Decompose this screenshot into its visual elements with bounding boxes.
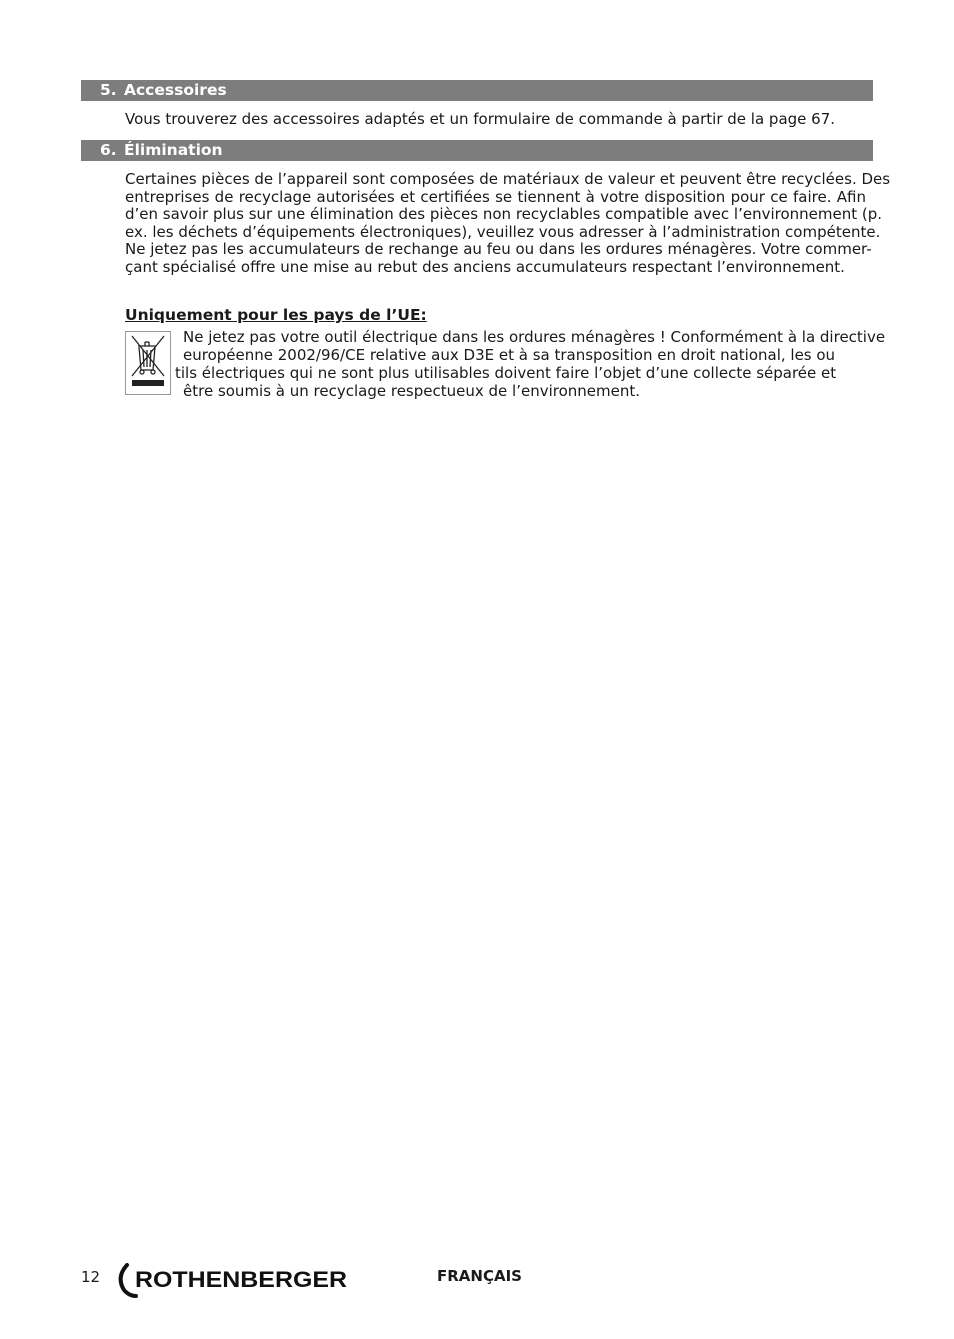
paragraph-line: Certaines pièces de l’appareil sont composées de matériaux de valeur et peuvent être recyclées. Des [125, 170, 891, 188]
paragraph-line: çant spécialisé offre une mise au rebut des anciens accumulateurs respectant l’environnement. [125, 257, 845, 276]
section-title: Élimination [124, 141, 223, 159]
page-number: 12 [81, 1268, 101, 1286]
footer-language: FRANÇAIS [437, 1267, 522, 1285]
eu-paragraph-line-3: tils électriques qui ne sont plus utilisables doivent faire l’objet d’une collecte séparée et [175, 364, 837, 382]
paragraph-line: ex. les déchets d’équipements électroniques), veuillez vous adresser à l’administration compétente. [125, 222, 881, 241]
section-header-accessories [81, 80, 873, 101]
eu-paragraph-line-4: être soumis à un recyclage respectueux de l’environnement. [183, 382, 640, 400]
eu-only-heading: Uniquement pour les pays de l’UE: [125, 306, 427, 324]
accessories-paragraph [125, 111, 873, 129]
disposal-paragraph [125, 170, 891, 277]
paragraph-line: Vous trouverez des accessoires adaptés et un formulaire de commande à partir de la page 67. [125, 110, 836, 128]
eu-paragraph-line-1: Ne jetez pas votre outil électrique dans les ordures ménagères ! Conformément à la directive [183, 328, 886, 346]
paragraph-line: d’en savoir plus sur une élimination des pièces non recyclables compatible avec l’environnement (p. [125, 205, 883, 224]
rothenberger-logo [116, 1262, 350, 1298]
section-title: Accessoires [124, 81, 227, 99]
brand-text: ROTHENBERGER [135, 1267, 347, 1292]
section-header-disposal [81, 140, 873, 161]
paragraph-line: Ne jetez pas les accumulateurs de rechange au feu ou dans les ordures ménagères. Votre commer- [125, 240, 872, 259]
eu-paragraph-line-2: européenne 2002/96/CE relative aux D3E et à sa transposition en droit national, les ou [183, 346, 836, 364]
paragraph-line: entreprises de recyclage autorisées et certifiées se tiennent à votre disposition pour ce faire. Afin [125, 187, 866, 206]
crossed-out-wheelie-bin-icon [125, 331, 171, 395]
section-number: 6. [100, 141, 117, 159]
section-number: 5. [100, 81, 117, 99]
